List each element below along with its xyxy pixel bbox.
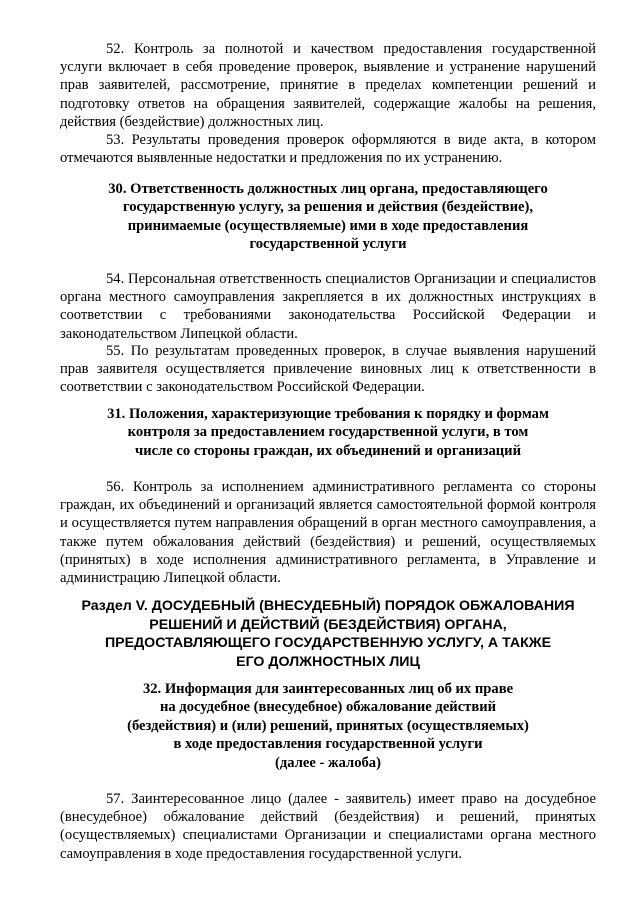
heading-32-line: (бездействия) и (или) решений, принятых (осуществляемых) (127, 717, 529, 734)
heading-30-line: 30. Ответственность должностных лиц органа, предоставляющего (108, 181, 548, 197)
heading-30-line: государственной услуги (249, 236, 407, 253)
heading-32-line: в ходе предоставления государственной услуги (173, 736, 483, 753)
paragraph-54: 54. Персональная ответственность специалистов Организации и специалистов органа местного самоуправления закрепляется в их должностных инструкциях в соответствии с требованиями законодательства Российской Федерации и законодательством Липецкой области. (60, 271, 596, 342)
paragraph-55: 55. По результатам проведенных проверок, в случае выявления нарушений прав заявителя осуществляется привлечение виновных лиц к ответственности в соответствии с законодательством Российской Федерации. (60, 343, 596, 396)
paragraph-53: 53. Результаты проведения проверок оформляются в виде акта, в котором отмечаются выявленные недостатки и предложения по их устранению. (60, 132, 596, 167)
heading-32 (60, 680, 596, 772)
heading-31-line: 31. Положения, характеризующие требования к порядку и формам (107, 406, 549, 422)
section-5-title (58, 597, 598, 671)
section-5-title-line: ПРЕДОСТАВЛЯЮЩЕГО ГОСУДАРСТВЕННУЮ УСЛУГУ, А ТАКЖЕ (104, 635, 552, 652)
heading-32-line: (далее - жалоба) (275, 754, 381, 771)
paragraph-52: 52. Контроль за полнотой и качеством предоставления государственной услуги включает в себя проведение проверок, выявление и устранение нарушений прав заявителей, рассмотрение, принятие в пределах компетенции решений и подготовку ответов на обращения заявителей, содержащие жалобы на решения, действия (бездействие) должностных лиц. (60, 41, 596, 130)
heading-32-line: 32. Информация для заинтересованных лиц об их праве (142, 681, 514, 697)
heading-32-line: на досудебное (внесудебное) обжалование действий (159, 699, 497, 716)
section-5-title-line: ЕГО ДОЛЖНОСТНЫХ ЛИЦ (236, 653, 420, 670)
heading-30-line: государственную услугу, за решения и действия (бездействие), (122, 199, 534, 216)
heading-30 (60, 180, 596, 254)
heading-30-line: принимаемые (осуществляемые) ими в ходе предоставления (127, 217, 529, 234)
paragraph-57: 57. Заинтересованное лицо (далее - заявитель) имеет право на досудебное (внесудебное) обжалование действий (бездействия) и решений, принятых (осуществляемых) специалистами Организации и специалистами органа местного самоуправления в ходе предоставления государственной услуги. (60, 791, 596, 862)
section-5-title-line: Раздел V. ДОСУДЕБНЫЙ (ВНЕСУДЕБНЫЙ) ПОРЯДОК ОБЖАЛОВАНИЯ (81, 598, 575, 614)
paragraph-56: 56. Контроль за исполнением административного регламента со стороны граждан, их объединений и организаций является самостоятельной формой контроля и осуществляется путем направления обращений в орган местного самоуправления, а также путем обжалования действий (бездействия) и решений, осуществляемых (принятых) в ходе исполнения административного регламента, в Управление и администрацию Липецкой области. (60, 479, 596, 587)
heading-31-line: контроля за предоставлением государственной услуги, в том (127, 424, 529, 441)
heading-31 (60, 405, 596, 460)
section-5-title-line: РЕШЕНИЙ И ДЕЙСТВИЙ (БЕЗДЕЙСТВИЯ) ОРГАНА, (149, 616, 507, 633)
heading-31-line: числе со стороны граждан, их объединений и организаций (134, 442, 521, 459)
